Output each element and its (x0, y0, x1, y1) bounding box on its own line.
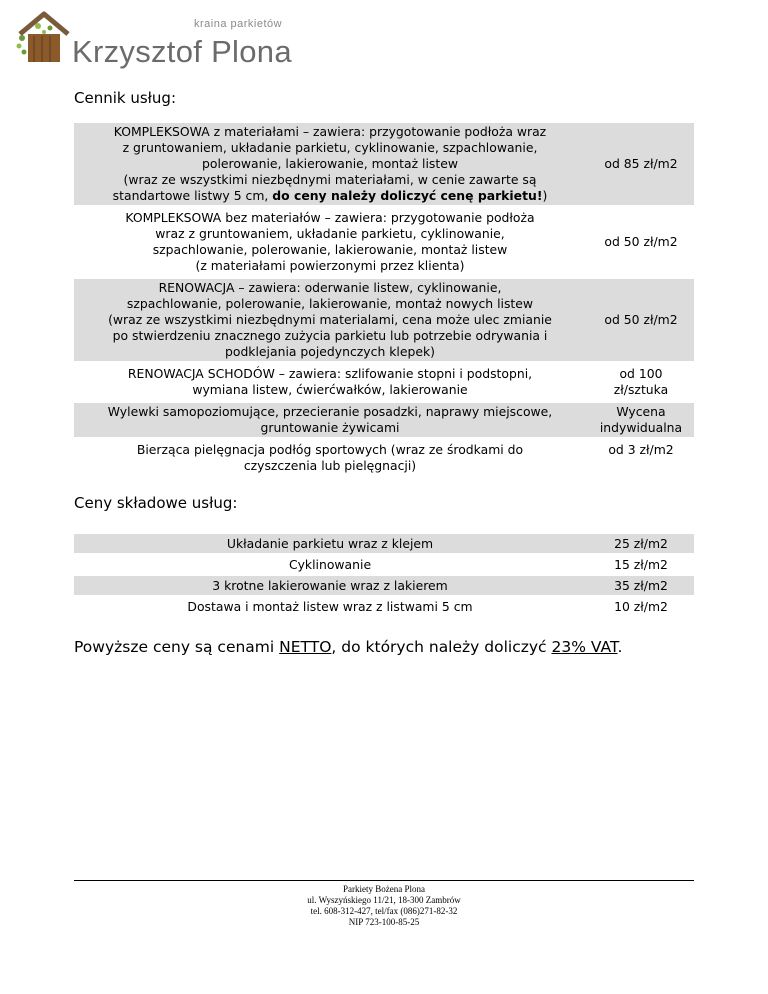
service-price: od 50 zł/m2 (588, 279, 694, 361)
component-price: 15 zł/m2 (614, 557, 668, 572)
service-price: od 3 zł/m2 (608, 442, 674, 457)
component-price: 25 zł/m2 (586, 534, 694, 553)
table-row (74, 576, 694, 595)
footer-nip: NIP 723-100-85-25 (348, 917, 420, 927)
table-row (74, 597, 694, 616)
table-row (74, 123, 694, 205)
table-row (74, 365, 694, 399)
service-description: Wylewki samopoziomujące, przecieranie posadzki, naprawy miejscowe, gruntowanie żywicami (74, 403, 588, 437)
component-prices-heading: Ceny składowe usług: (74, 494, 238, 512)
service-description: RENOWACJA – zawiera: oderwanie listew, cyklinowanie, szpachlowanie, polerowanie, lakierowanie, montaż nowych listew (wraz ze wszystkimi niezbędnymi materialami, cena może ulec zmianie po stwierdzeniu znacznego zużycia parkietu lub potrzebie odrywania i podklejania pojedynczych klepek) (74, 279, 588, 361)
service-description: RENOWACJA SCHODÓW – zawiera: szlifowanie stopni i podstopni, wymiana listew, ćwierćwałków, lakierowanie (127, 366, 533, 397)
vat-note: Powyższe ceny są cenami NETTO, do których należy doliczyć 23% VAT. (74, 638, 623, 656)
component-description: 3 krotne lakierowanie wraz z lakierem (74, 576, 586, 595)
netto-text: NETTO (279, 638, 332, 656)
component-price: 10 zł/m2 (614, 599, 668, 614)
component-description: Dostawa i montaż listew wraz z listwami 5 cm (187, 599, 473, 614)
table-row (74, 403, 694, 437)
company-logo (14, 8, 294, 74)
footer-divider (74, 880, 694, 881)
table-row (74, 555, 694, 574)
footer-company: Parkiety Bożena Plona (343, 884, 425, 894)
service-price: od 50 zł/m2 (604, 234, 678, 249)
price-list-table (74, 123, 694, 475)
service-description: Bierząca pielęgnacja podłóg sportowych (wraz ze środkami do czyszczenia lub pielęgnacji) (136, 442, 524, 473)
vat-text: 23% VAT (551, 638, 618, 656)
table-row (74, 209, 694, 275)
logo-name: Krzysztof Plona (72, 34, 292, 69)
table-row (74, 441, 694, 475)
price-list-heading: Cennik usług: (74, 89, 177, 107)
footer (74, 884, 694, 928)
service-price: od 100 zł/sztuka (613, 366, 669, 397)
table-row (74, 534, 694, 553)
table-row (74, 279, 694, 361)
service-price: Wycena indywidualna (588, 403, 694, 437)
footer-phone: tel. 608-312-427, tel/fax (086)271-82-32 (310, 906, 458, 916)
component-description: Układanie parkietu wraz z klejem (74, 534, 586, 553)
component-prices-table (74, 532, 694, 618)
service-description: KOMPLEKSOWA bez materiałów – zawiera: przygotowanie podłoża wraz z gruntowaniem, układanie parkietu, cyklinowanie, szpachlowanie, polerowanie, lakierowanie, montaż listew (z materiałami powierzonymi przez klienta) (125, 210, 535, 273)
logo-tagline: kraina parkietów (194, 18, 283, 30)
component-price: 35 zł/m2 (586, 576, 694, 595)
bold-notice: do ceny należy doliczyć cenę parkietu! (272, 188, 543, 203)
component-description: Cyklinowanie (288, 557, 372, 572)
house-tree-logo-icon (14, 8, 72, 66)
footer-address: ul. Wyszyńskiego 11/21, 18-300 Zambrów (307, 895, 461, 905)
service-description: KOMPLEKSOWA z materiałami – zawiera: przygotowanie podłoża wraz z gruntowaniem, układanie parkietu, cyklinowanie, szpachlowanie, polerowanie, lakierowanie, montaż listew (wraz ze wszystkimi niezbędnymi materiałami, w cenie zawarte są standartowe listwy 5 cm, do ceny należy doliczyć cenę parkietu!) (74, 123, 588, 205)
service-price: od 85 zł/m2 (588, 123, 694, 205)
